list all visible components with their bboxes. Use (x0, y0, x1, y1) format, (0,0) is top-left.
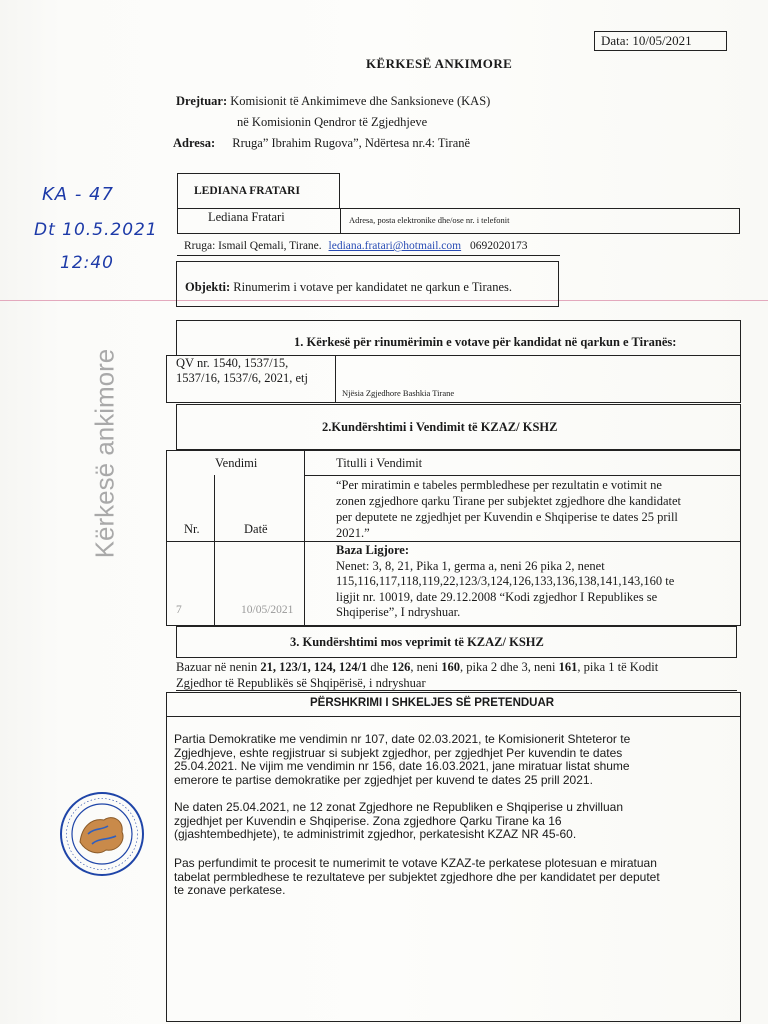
decision-title-line: zonen zgjedhore qarku Tirane per subjektet zgjedhore dhe kandidatet (336, 494, 682, 508)
object-label: Objekti: (185, 280, 231, 294)
addressee-row (176, 94, 490, 109)
object-text: Rinumerim i votave per kandidatet ne qarkun e Tiranes. (233, 280, 513, 294)
decision-nr: 7 (176, 604, 182, 616)
paragraph-line: zgjedhjet per Kuvendin e Shqiperise. Zona zgjedhore Qarku Tirane ka 16 (174, 813, 562, 828)
paragraph-line: (gjashtembedhjete), te administrimit zgjedhor, perkatesisht KZAZ NR 45-60. (174, 827, 577, 841)
divider (340, 208, 341, 234)
addressee-label: Drejtuar: (176, 94, 228, 108)
section1-heading: 1. Kërkesë për rinumërimin e votave për kandidat në qarkun e Tiranës: (294, 335, 677, 349)
col-date: Datë (244, 522, 268, 536)
violation-heading: PËRSHKRIMI I SHKELJES SË PRETENDUAR (310, 697, 555, 709)
violation-paragraph-3 (174, 857, 660, 898)
applicant-name-upper: LEDIANA FRATARI (194, 185, 300, 197)
col-nr: Nr. (184, 522, 200, 536)
legal-basis-line: 115,116,117,118,119,22,123/3,124,126,133,136,138,141,143,160 te (336, 574, 675, 588)
article-number: 160 (441, 660, 461, 674)
text-fragment: dhe (367, 660, 392, 674)
handwritten-time: 12:40 (60, 253, 114, 273)
decision-date: 10/05/2021 (241, 604, 294, 616)
applicant-name: Lediana Fratari (208, 210, 285, 224)
handwritten-case-number: KA - 47 (42, 184, 114, 205)
legal-basis-line: ligjit nr. 10019, date 29.12.2008 “Kodi zgjedhor I Republikes se (336, 589, 658, 604)
applicant-contact-line (184, 240, 528, 252)
watermark-text: Kërkesë ankimore (89, 348, 120, 559)
decision-title-line: 2021.” (336, 526, 370, 540)
electoral-unit: Njësia Zgjedhore Bashkia Tirane (342, 388, 455, 398)
text-fragment: , neni (410, 660, 442, 674)
contact-hint: Adresa, posta elektronike dhe/ose nr. i telefonit (349, 215, 510, 225)
applicant-street: Rruga: Ismail Qemali, Tirane. (184, 240, 322, 252)
text-fragment: Bazuar në nenin (176, 660, 261, 674)
qv-numbers (176, 356, 308, 386)
legal-basis-line: Shqiperise”, I ndryshuar. (336, 605, 461, 619)
divider (176, 690, 737, 691)
address-label: Adresa: (173, 136, 216, 150)
paragraph-line: emerore te partise demokratike per zgjedhjet per kuvend te dates 25 prill 2021. (174, 772, 593, 787)
legal-basis-heading: Baza Ligjore: (336, 543, 410, 557)
commission-seal (58, 790, 146, 878)
col-titulli: Titulli i Vendimit (336, 456, 423, 470)
article-number: 126 (391, 660, 411, 674)
addressee-line1: Komisionit të Ankimimeve dhe Sanksioneve (KAS) (230, 94, 491, 108)
decision-title-line: per deputete ne zgjedhjet per Kuvendin e Shqiperise te dates 25 prill (336, 510, 678, 524)
legal-basis-line: Nenet: 3, 8, 21, Pika 1, germa a, neni 26 pika 2, nenet (336, 558, 605, 573)
divider (304, 450, 305, 626)
decision-title (336, 477, 681, 541)
address-value: Rruga” Ibrahim Rugova”, Ndërtesa nr.4: Tiranë (232, 136, 471, 150)
article-numbers: 21, 123/1, 124, 124/1 (260, 660, 368, 674)
legal-basis (336, 543, 674, 621)
divider (335, 355, 336, 403)
paragraph-line: tabelat permbledhese te rezultateve per subjektet zgjedhore dhe per kandidatet per deputet (174, 869, 660, 884)
handwritten-date: Dt 10.5.2021 (34, 220, 158, 240)
text-fragment: , pika 1 të Kodit (577, 660, 659, 674)
divider (214, 475, 215, 626)
section3-line1 (176, 659, 658, 675)
text-fragment: , pika 2 dhe 3, neni (460, 660, 559, 674)
paragraph-line: te zonave perkatese. (174, 883, 286, 897)
document-title: KËRKESË ANKIMORE (366, 56, 513, 71)
qv-line2: 1537/16, 1537/6, 2021, etj (176, 371, 308, 385)
decision-title-line: “Per miratimin e tabeles permbledhese per rezultatin e votimit ne (336, 478, 662, 492)
article-number: 161 (558, 660, 578, 674)
section3-line2: Zgjedhor të Republikës së Shqipërisë, i ndryshuar (176, 676, 426, 690)
divider (166, 541, 741, 542)
addressee-line2: në Komisionin Qendror të Zgjedhjeve (237, 115, 428, 129)
violation-paragraph-1 (174, 733, 630, 787)
paragraph-line: Ne daten 25.04.2021, ne 12 zonat Zgjedhore ne Republiken e Shqiperise u zhvilluan (174, 800, 623, 814)
section3-text (176, 659, 658, 691)
col-vendimi: Vendimi (215, 456, 258, 470)
object-row (185, 280, 512, 295)
violation-paragraph-2 (174, 801, 623, 842)
paragraph-line: Zgjedhjeve, eshte regjistruar si subjekt zgjedhor, per zgjedhjet Per kuvendin te dates (174, 745, 623, 760)
section2-heading: 2.Kundërshtimi i Vendimit të KZAZ/ KSHZ (322, 420, 558, 434)
section3-heading: 3. Kundërshtimi mos veprimit të KZAZ/ KSHZ (290, 635, 544, 649)
paragraph-line: 25.04.2021. Ne vijim me vendimin nr 156, date 16.03.2021, jane miratuar listat shume (174, 759, 630, 773)
divider (166, 716, 741, 717)
applicant-phone: 0692020173 (470, 240, 528, 252)
paragraph-line: Pas perfundimit te procesit te numerimit te votave KZAZ-te perkatese plotesuan e miratuan (174, 856, 657, 870)
date-box (594, 31, 727, 51)
seal-graphic (58, 790, 146, 878)
divider (304, 475, 741, 476)
address-row (173, 136, 470, 151)
paragraph-line: Partia Demokratike me vendimin nr 107, date 02.03.2021, te Komisionerit Shteteror te (174, 732, 631, 746)
qv-line1: QV nr. 1540, 1537/15, (176, 356, 289, 370)
divider (177, 255, 560, 256)
date-label: Data: 10/05/2021 (601, 33, 692, 48)
applicant-email[interactable]: lediana.fratari@hotmail.com (328, 240, 462, 252)
